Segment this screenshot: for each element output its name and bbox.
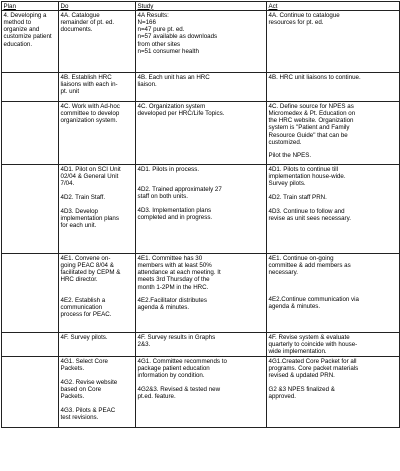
text-line: 4C. Organization system	[137, 102, 206, 110]
text-line: 4D1. Pilots to continue till	[268, 165, 338, 173]
table-row	[2, 73, 400, 102]
text-line: 4E1. Continue on-going	[268, 254, 334, 262]
text-line: 4A Results:	[137, 11, 169, 19]
text-line: 4D1. Pilots in process.	[137, 165, 200, 173]
text-line: committee to develop	[60, 109, 120, 117]
cell-do	[59, 73, 136, 102]
cell-act	[267, 102, 400, 165]
text-line: implementation house-wide.	[268, 172, 346, 180]
text-line: 4B. HRC unit liaisons to continue.	[268, 73, 361, 81]
text-line: the HRC website. Organization	[268, 117, 354, 125]
text-line: 4A. Continue to catalogue	[268, 11, 340, 19]
cell-study	[136, 73, 267, 102]
table-row	[2, 254, 400, 333]
table-row	[2, 333, 400, 357]
text-line: 4. Developing a	[3, 11, 47, 19]
cell-study	[136, 254, 267, 333]
text-line: programs. Core packet materials	[268, 364, 359, 372]
text-line: 4E1. Convene on-	[60, 254, 111, 262]
text-line: information by condition.	[137, 372, 205, 380]
text-line: 4B. Each unit has an HRC	[137, 73, 210, 81]
text-line: customize patient	[3, 33, 52, 41]
cell-plan	[2, 333, 59, 357]
text-line: customized.	[268, 138, 302, 146]
text-line: 4B. Establish HRC	[60, 73, 112, 81]
text-line: 02/04 & General Unit	[60, 172, 119, 180]
cell-act	[267, 11, 400, 73]
text-line: agenda & minutes.	[137, 304, 190, 312]
table-row	[2, 357, 400, 428]
header-act: Act	[267, 2, 400, 11]
text-line: n=47 pure pt. ed.	[137, 26, 185, 34]
table-row	[2, 102, 400, 165]
text-line: implementation plans	[60, 214, 119, 222]
text-line: 4G1.Created Core Packet for all	[268, 357, 357, 365]
text-line: 4E1. Committee has 30	[137, 254, 203, 262]
text-line: month 1-2PM in the HRC.	[137, 283, 209, 291]
text-line: revise as unit sees necessary.	[268, 214, 351, 222]
text-line: developed per HRC/Life Topics.	[137, 109, 225, 117]
text-line: 4G3. Pilots & PEAC	[60, 406, 116, 414]
header-study: Study	[136, 2, 267, 11]
text-line: Pilot the NPES.	[268, 152, 312, 160]
text-line: Packets.	[60, 393, 85, 401]
text-line: 4D1. Pilot on SCI Unit	[60, 165, 121, 173]
text-line: 4C. Work with Ad-hoc	[60, 102, 120, 110]
text-line: 4G1. Committee recommends to	[137, 357, 227, 365]
text-line: remainder of pt. ed.	[60, 18, 115, 26]
text-line: approved.	[268, 393, 297, 401]
text-line: n=51 consumer health	[137, 47, 199, 55]
text-line: necessary.	[268, 269, 298, 277]
pdsa-document	[1, 1, 399, 469]
header-do: Do	[59, 2, 136, 11]
text-line: 7/04.	[60, 180, 75, 188]
text-line: G2 &3 NPES finalized &	[268, 385, 335, 393]
text-line: 4F. Revise system & evaluate	[268, 333, 350, 341]
text-line: education.	[3, 40, 33, 48]
text-line: Micromedex & Pt. Education on	[268, 109, 356, 117]
text-line: wide implementation.	[268, 348, 327, 356]
text-line: communication	[60, 303, 103, 311]
text-line: documents.	[60, 26, 93, 34]
text-line: committee & add members as	[268, 261, 351, 269]
text-line: staff on both units.	[137, 193, 188, 201]
cell-plan	[2, 254, 59, 333]
text-line: N=166	[137, 18, 156, 26]
text-line: 4E2.Facilitator distributes	[137, 297, 207, 305]
text-line: 4F. Survey results in Graphs	[137, 333, 216, 341]
text-line: 4E2.Continue communication via	[268, 295, 359, 303]
cell-study	[136, 165, 267, 254]
cell-plan	[2, 102, 59, 165]
text-line: n=57 available as downloads	[137, 33, 218, 41]
header-row	[2, 2, 400, 11]
cell-do	[59, 165, 136, 254]
text-line: package patient education	[137, 364, 210, 372]
text-line: Resource Guide" that can be	[268, 131, 348, 139]
cell-do	[59, 11, 136, 73]
cell-study	[136, 357, 267, 428]
text-line: completed and in progress.	[137, 214, 213, 222]
text-line: Survey pilots.	[268, 180, 306, 188]
text-line: Packets.	[60, 364, 85, 372]
text-line: 4F. Survey pilots.	[60, 333, 108, 341]
cell-plan	[2, 357, 59, 428]
text-line: 4D3. Implementation plans	[137, 206, 212, 214]
text-line: system is "Patient and Family	[268, 124, 350, 132]
text-line: 4E2. Establish a	[60, 296, 106, 304]
text-line: 4D2. Train staff PRN.	[268, 193, 327, 201]
text-line: 4G1. Select Core	[60, 357, 108, 365]
text-line: 2&3.	[137, 340, 151, 348]
cell-plan	[2, 11, 59, 73]
text-line: meets 3rd Thursday of the	[137, 276, 210, 284]
text-line: 4C. Define source for NPES as	[268, 102, 354, 110]
text-line: process for PEAC.	[60, 310, 112, 318]
cell-do	[59, 254, 136, 333]
text-line: HRC director.	[60, 276, 98, 284]
text-line: 4D2. Train Staff.	[60, 193, 106, 201]
text-line: 4G2. Revise website	[60, 378, 118, 386]
text-line: organization system.	[60, 117, 118, 125]
text-line: 4A. Catalogue	[60, 11, 100, 19]
text-line: pt. unit	[60, 88, 80, 96]
header-plan: Plan	[2, 2, 59, 11]
text-line: quarterly to coincide with house-	[268, 340, 358, 348]
table-row	[2, 165, 400, 254]
table-row	[2, 11, 400, 73]
text-line: based on Core	[60, 385, 102, 393]
cell-act	[267, 165, 400, 254]
text-line: going PEAC 8/04 &	[60, 261, 114, 269]
text-line: method to	[3, 18, 32, 26]
cell-act	[267, 357, 400, 428]
text-line: for each unit.	[60, 221, 97, 229]
cell-study	[136, 11, 267, 73]
pdsa-table	[1, 1, 400, 428]
cell-do	[59, 333, 136, 357]
text-line: pt.ed. feature.	[137, 393, 176, 401]
text-line: revised & updated PRN.	[268, 372, 335, 380]
text-line: 4G2&3. Revised & tested new	[137, 385, 221, 393]
text-line: attendance at each meeting. It	[137, 269, 221, 277]
text-line: liaison.	[137, 80, 157, 88]
cell-act	[267, 254, 400, 333]
text-line: facilitated by CEPM &	[60, 269, 121, 277]
text-line: 4D3. Continue to follow and	[268, 207, 345, 215]
cell-act	[267, 73, 400, 102]
text-line: 4D2. Trained approximately 27	[137, 185, 222, 193]
cell-act	[267, 333, 400, 357]
text-line: test revisions.	[60, 413, 99, 421]
text-line: 4D3. Develop	[60, 207, 98, 215]
cell-study	[136, 102, 267, 165]
text-line: resources for pt. ed.	[268, 18, 324, 26]
cell-plan	[2, 165, 59, 254]
text-line: agenda & minutes.	[268, 303, 321, 311]
text-line: liaisons with each in-	[60, 80, 118, 88]
text-line: members with at least 50%	[137, 261, 212, 269]
text-line: from other sites	[137, 40, 181, 48]
text-line: organize and	[3, 26, 40, 34]
cell-do	[59, 357, 136, 428]
cell-plan	[2, 73, 59, 102]
cell-do	[59, 102, 136, 165]
cell-study	[136, 333, 267, 357]
